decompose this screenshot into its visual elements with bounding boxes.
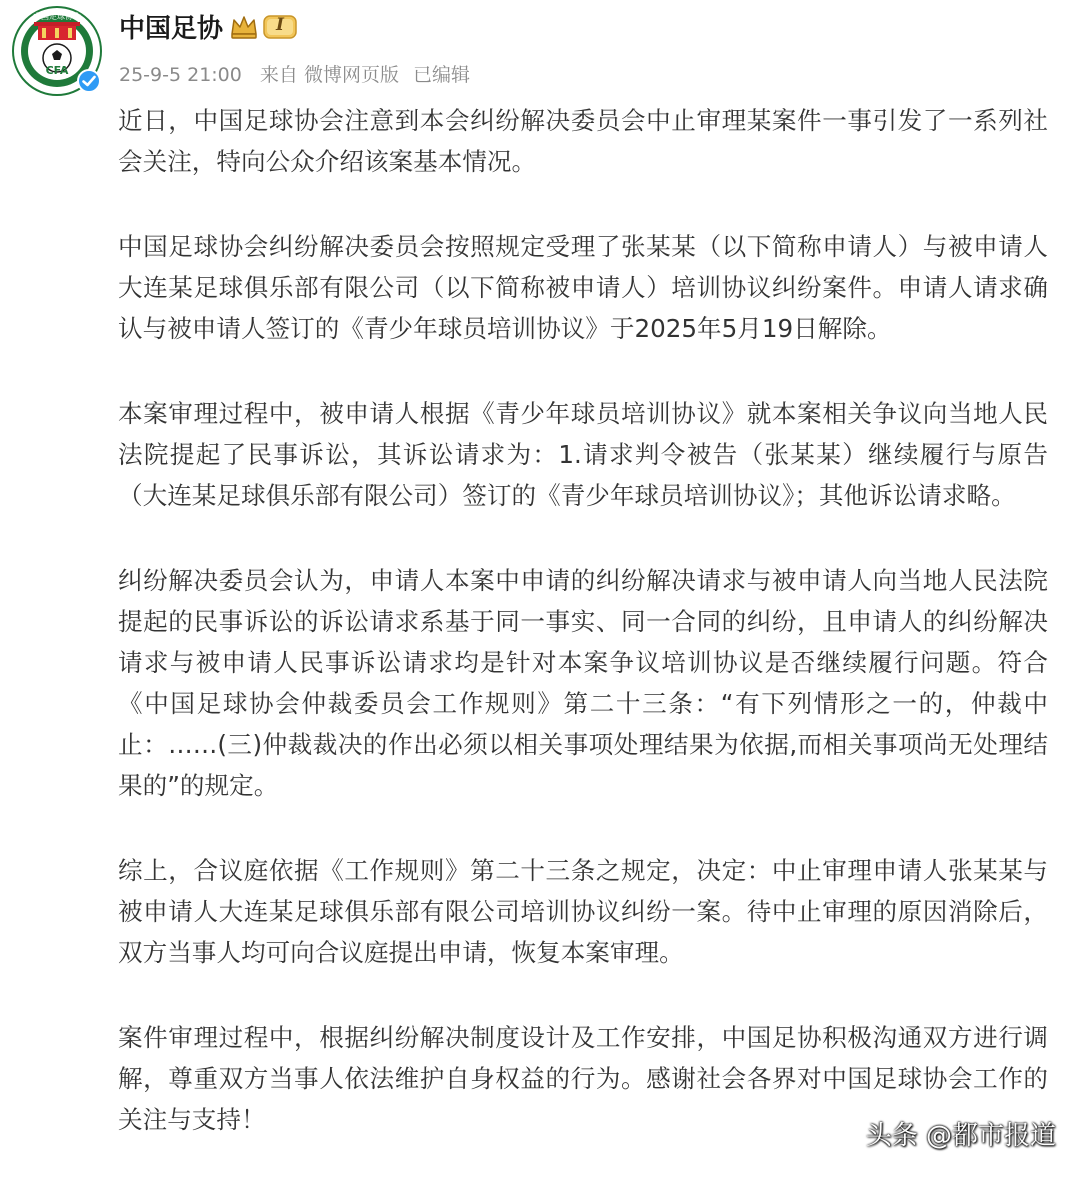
avatar[interactable] — [12, 6, 102, 96]
crown-icon — [229, 14, 259, 40]
watermark: 头条 @都市报道 — [865, 1121, 1056, 1151]
edited-label[interactable]: 已编辑 — [413, 64, 471, 86]
post-paragraph: 纠纷解决委员会认为，申请人本案中申请的纠纷解决请求与被申请人向当地人民法院提起的民事诉讼的诉讼请求系基于同一事实、同一合同的纠纷，且申请人的纠纷解决请求与被申请人民事诉讼请求均是针对本案争议培训协议是否继续履行问题。符合《中国足球协会仲裁委员会工作规则》第二十三条：“有下列情形之一的，仲裁中止：……(三)仲裁裁决的作出必须以相关事项处理结果为依据,而相关事项尚无处理结果的”的规定。 — [118, 566, 1048, 800]
verified-check-icon — [77, 69, 101, 93]
user-name[interactable]: 中国足协 — [119, 14, 224, 44]
post-header — [12, 6, 1062, 96]
level-badge[interactable] — [263, 14, 297, 40]
post-paragraph: 综上，合议庭依据《工作规则》第二十三条之规定，决定：中止审理申请人张某某与被申请人大连某足球俱乐部有限公司培训协议纠纷一案。待中止审理的原因消除后，双方当事人均可向合议庭提出申请，恢复本案审理。 — [118, 856, 1048, 967]
avatar-ring-text: 中国足球协会 — [33, 12, 81, 21]
post-source: 来自 微博网页版 — [259, 64, 399, 86]
post-paragraph: 案件审理过程中，根据纠纷解决制度设计及工作安排，中国足协积极沟通双方进行调解，尊重双方当事人依法维护自身权益的行为。感谢社会各界对中国足球协会工作的关注与支持！ — [118, 1023, 1048, 1134]
post-paragraph: 本案审理过程中，被申请人根据《青少年球员培训协议》就本案相关争议向当地人民法院提起了民事诉讼，其诉讼请求为：1.请求判令被告（张某某）继续履行与原告（大连某足球俱乐部有限公司）签订的《青少年球员培训协议》；其他诉讼请求略。 — [118, 399, 1048, 510]
post-paragraph: 中国足球协会纠纷解决委员会按照规定受理了张某某（以下简称申请人）与被申请人大连某足球俱乐部有限公司（以下简称被申请人）培训协议纠纷案件。申请人请求确认与被申请人签订的《青少年球员培训协议》于2025年5月19日解除。 — [118, 232, 1048, 343]
post-timestamp[interactable]: 25-9-5 21:00 — [119, 64, 242, 86]
post-paragraph: 近日，中国足球协会注意到本会纠纷解决委员会中止审理某案件一事引发了一系列社会关注，特向公众介绍该案基本情况。 — [118, 106, 1048, 176]
post-meta — [119, 60, 482, 87]
post-body — [118, 100, 1048, 1184]
level-badge-text: I — [276, 15, 284, 35]
avatar-cfa-text: CFA — [45, 64, 69, 77]
